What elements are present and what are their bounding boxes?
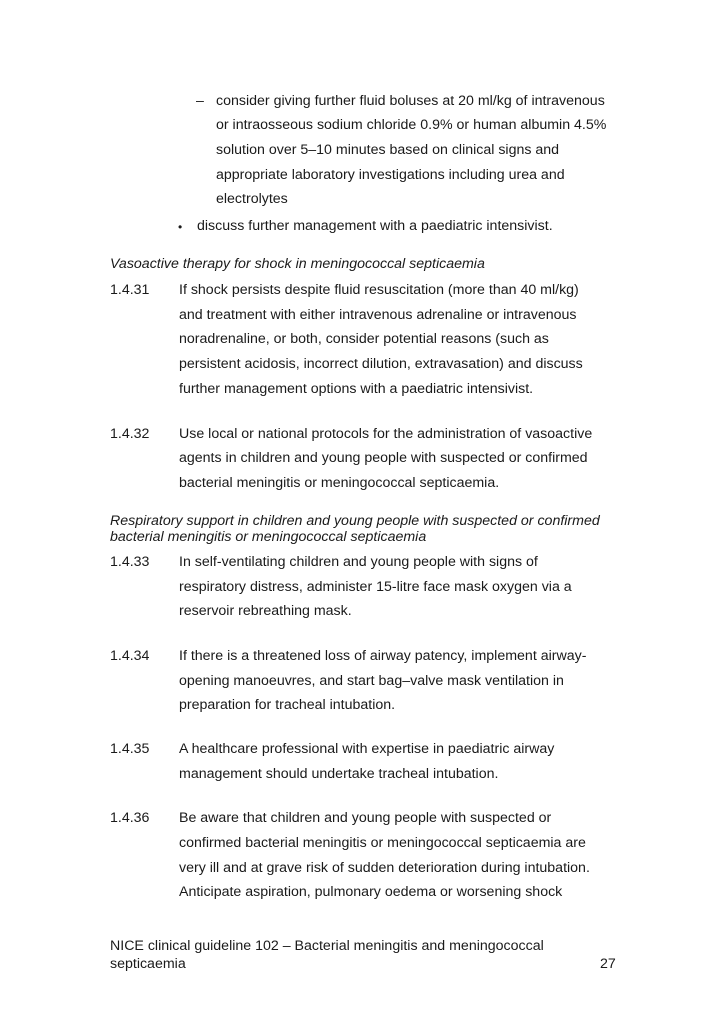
recommendation-line: A healthcare professional with expertise in paediatric airway bbox=[179, 741, 555, 757]
recommendation-line: Use local or national protocols for the administration of vasoactive bbox=[179, 426, 593, 442]
recommendation-line: persistent acidosis, incorrect dilution, extravasation) and discuss bbox=[179, 356, 583, 372]
dash-line: electrolytes bbox=[216, 191, 288, 207]
bullet-text: discuss further management with a paediatric intensivist. bbox=[197, 218, 553, 234]
recommendation-line: respiratory distress, administer 15-litre face mask oxygen via a bbox=[179, 579, 572, 595]
section-heading-respiratory: Respiratory support in children and young people with suspected or confirmed bbox=[110, 513, 600, 529]
recommendation-line: management should undertake tracheal intubation. bbox=[179, 766, 499, 782]
recommendation-line: opening manoeuvres, and start bag–valve mask ventilation in bbox=[179, 673, 564, 689]
recommendation-number: 1.4.33 bbox=[110, 554, 150, 570]
recommendation-line: noradrenaline, or both, consider potential reasons (such as bbox=[179, 331, 549, 347]
recommendation-line: If shock persists despite fluid resuscitation (more than 40 ml/kg) bbox=[179, 282, 579, 298]
recommendation-number: 1.4.34 bbox=[110, 648, 150, 664]
dash-line: or intraosseous sodium chloride 0.9% or human albumin 4.5% bbox=[216, 117, 607, 133]
dash-line: solution over 5–10 minutes based on clinical signs and bbox=[216, 142, 560, 158]
recommendation-line: further management options with a paediatric intensivist. bbox=[179, 381, 534, 397]
dash-marker: – bbox=[196, 93, 204, 109]
recommendation-line: Be aware that children and young people with suspected or bbox=[179, 810, 552, 826]
recommendation-line: very ill and at grave risk of sudden deterioration during intubation. bbox=[179, 860, 590, 876]
recommendation-line: confirmed bacterial meningitis or meningococcal septicaemia are bbox=[179, 835, 586, 851]
page-number: 27 bbox=[600, 956, 616, 972]
recommendation-line: Anticipate aspiration, pulmonary oedema or worsening shock bbox=[179, 884, 563, 900]
recommendation-number: 1.4.31 bbox=[110, 282, 150, 298]
recommendation-line: preparation for tracheal intubation. bbox=[179, 697, 396, 713]
recommendation-line: reservoir rebreathing mask. bbox=[179, 603, 352, 619]
recommendation-number: 1.4.32 bbox=[110, 426, 150, 442]
recommendation-line: agents in children and young people with suspected or confirmed bbox=[179, 450, 588, 466]
recommendation-number: 1.4.35 bbox=[110, 741, 150, 757]
recommendation-line: and treatment with either intravenous adrenaline or intravenous bbox=[179, 307, 577, 323]
footer-title: NICE clinical guideline 102 – Bacterial meningitis and meningococcal bbox=[110, 938, 544, 954]
recommendation-line: In self-ventilating children and young people with signs of bbox=[179, 554, 538, 570]
section-heading-respiratory-cont: bacterial meningitis or meningococcal septicaemia bbox=[110, 529, 427, 545]
section-heading-vasoactive: Vasoactive therapy for shock in meningococcal septicaemia bbox=[110, 256, 485, 272]
recommendation-number: 1.4.36 bbox=[110, 810, 150, 826]
bullet-marker: • bbox=[178, 220, 183, 234]
recommendation-line: bacterial meningitis or meningococcal septicaemia. bbox=[179, 475, 500, 491]
dash-line: consider giving further fluid boluses at 20 ml/kg of intravenous bbox=[216, 93, 605, 109]
recommendation-line: If there is a threatened loss of airway patency, implement airway- bbox=[179, 648, 587, 664]
footer-title-cont: septicaemia bbox=[110, 956, 186, 972]
dash-line: appropriate laboratory investigations including urea and bbox=[216, 167, 565, 183]
